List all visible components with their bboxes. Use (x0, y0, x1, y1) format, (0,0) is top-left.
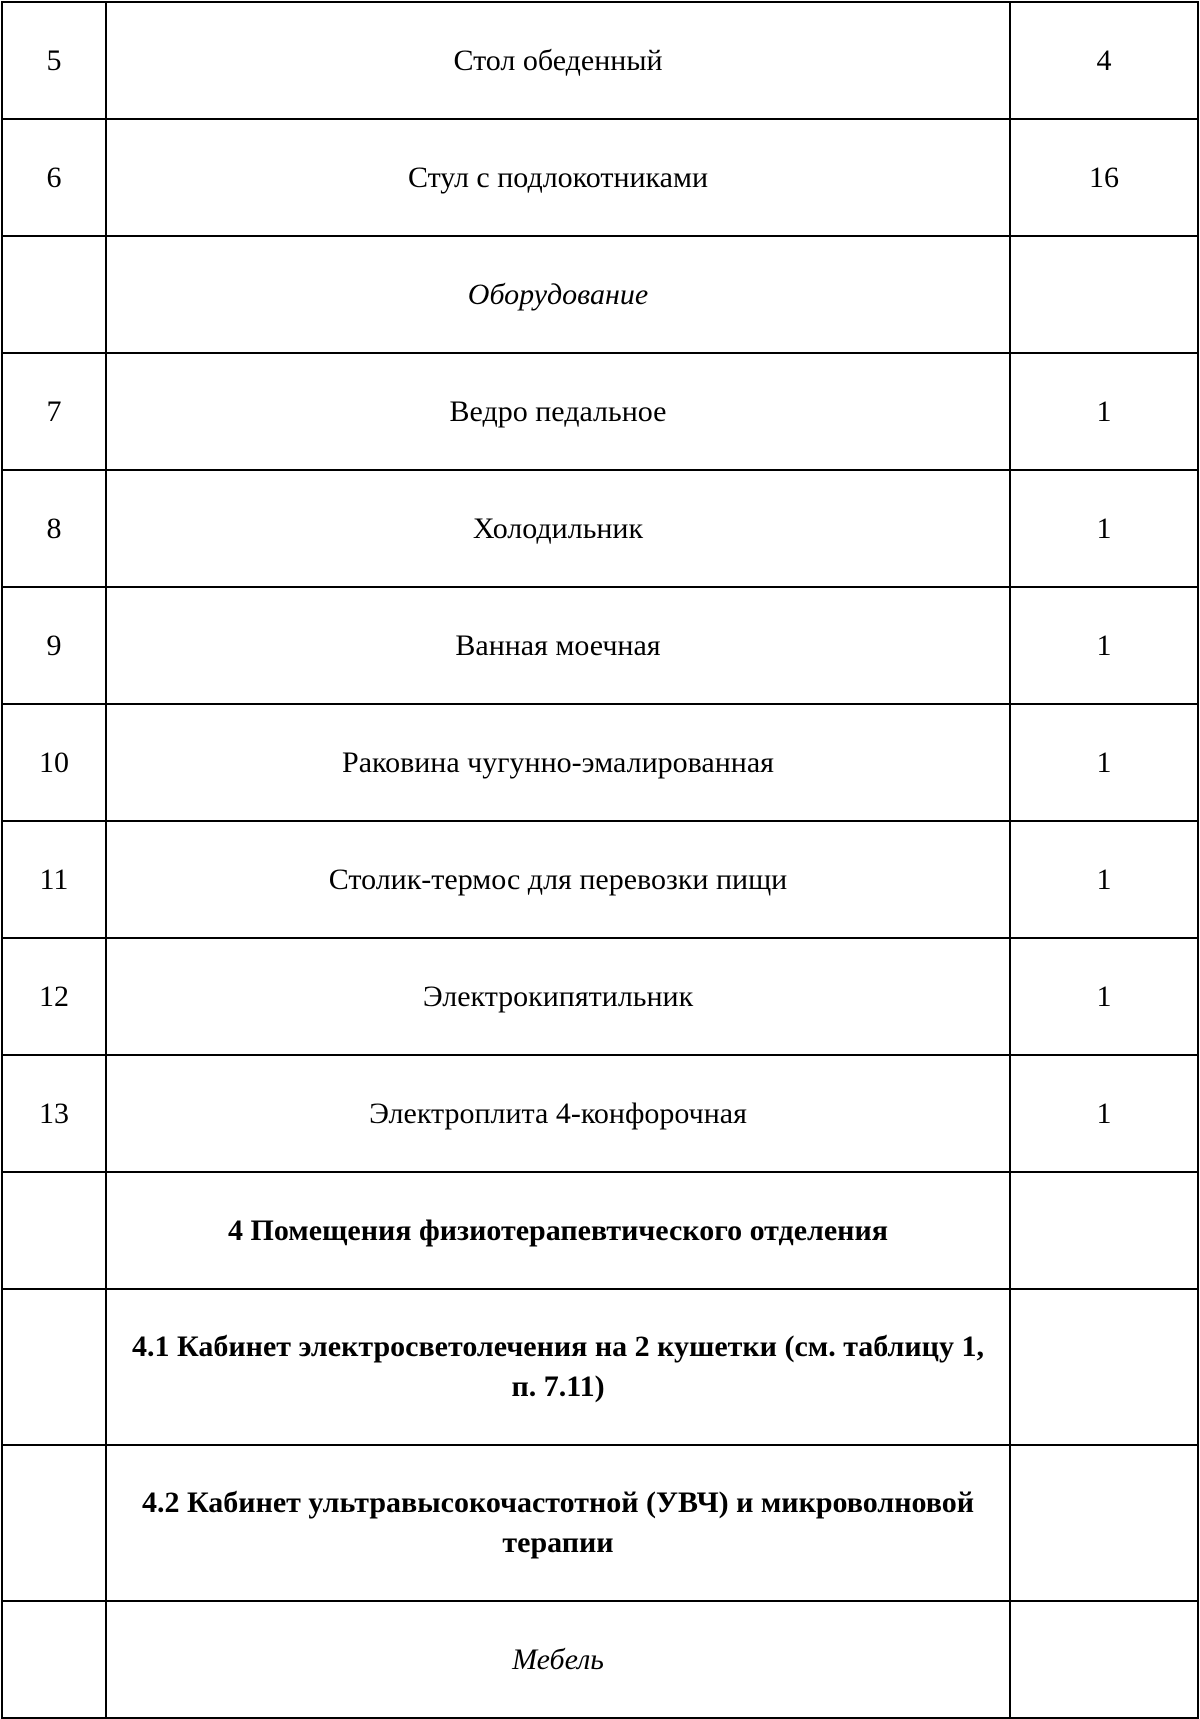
section-heading-cell: Оборудование (106, 236, 1010, 353)
quantity-cell (1010, 1289, 1198, 1445)
item-name-cell: Стол обеденный (106, 2, 1010, 119)
row-number-cell: 9 (2, 587, 106, 704)
quantity-cell: 4 (1010, 2, 1198, 119)
table-row (2, 821, 1198, 938)
row-number-cell: 7 (2, 353, 106, 470)
item-name-cell: Холодильник (106, 470, 1010, 587)
table-row (2, 353, 1198, 470)
row-number-cell (2, 1172, 106, 1289)
section-row (2, 1445, 1198, 1601)
table-row (2, 587, 1198, 704)
item-name-cell: Ванная моечная (106, 587, 1010, 704)
table-row (2, 938, 1198, 1055)
item-name-cell: Электрокипятильник (106, 938, 1010, 1055)
section-heading-cell: Мебель (106, 1601, 1010, 1718)
table-row (2, 2, 1198, 119)
quantity-cell: 1 (1010, 704, 1198, 821)
section-heading-cell: 4.2 Кабинет ультравысокочастотной (УВЧ) и микроволновой терапии (106, 1445, 1010, 1601)
section-row (2, 1289, 1198, 1445)
row-number-cell: 12 (2, 938, 106, 1055)
row-number-cell: 8 (2, 470, 106, 587)
item-name-cell: Столик-термос для перевозки пищи (106, 821, 1010, 938)
row-number-cell (2, 1445, 106, 1601)
row-number-cell: 6 (2, 119, 106, 236)
row-number-cell: 11 (2, 821, 106, 938)
section-heading-cell: 4.1 Кабинет электросветолечения на 2 кушетки (см. таблицу 1, п. 7.11) (106, 1289, 1010, 1445)
section-row (2, 1172, 1198, 1289)
row-number-cell: 10 (2, 704, 106, 821)
table-row (2, 119, 1198, 236)
section-row (2, 236, 1198, 353)
row-number-cell (2, 1289, 106, 1445)
row-number-cell: 5 (2, 2, 106, 119)
table-row (2, 704, 1198, 821)
quantity-cell: 16 (1010, 119, 1198, 236)
quantity-cell: 1 (1010, 587, 1198, 704)
quantity-cell: 1 (1010, 821, 1198, 938)
row-number-cell (2, 1601, 106, 1718)
table-row (2, 470, 1198, 587)
section-row (2, 1601, 1198, 1718)
item-name-cell: Ведро педальное (106, 353, 1010, 470)
section-heading-cell: 4 Помещения физиотерапевтического отделения (106, 1172, 1010, 1289)
quantity-cell: 1 (1010, 353, 1198, 470)
item-name-cell: Раковина чугунно-эмалированная (106, 704, 1010, 821)
row-number-cell (2, 236, 106, 353)
quantity-cell: 1 (1010, 1055, 1198, 1172)
item-name-cell: Стул с подлокотниками (106, 119, 1010, 236)
quantity-cell: 1 (1010, 938, 1198, 1055)
quantity-cell (1010, 236, 1198, 353)
table-row (2, 1055, 1198, 1172)
quantity-cell (1010, 1445, 1198, 1601)
row-number-cell: 13 (2, 1055, 106, 1172)
item-name-cell: Электроплита 4-конфорочная (106, 1055, 1010, 1172)
quantity-cell (1010, 1601, 1198, 1718)
quantity-cell: 1 (1010, 470, 1198, 587)
quantity-cell (1010, 1172, 1198, 1289)
equipment-table (1, 1, 1199, 1719)
